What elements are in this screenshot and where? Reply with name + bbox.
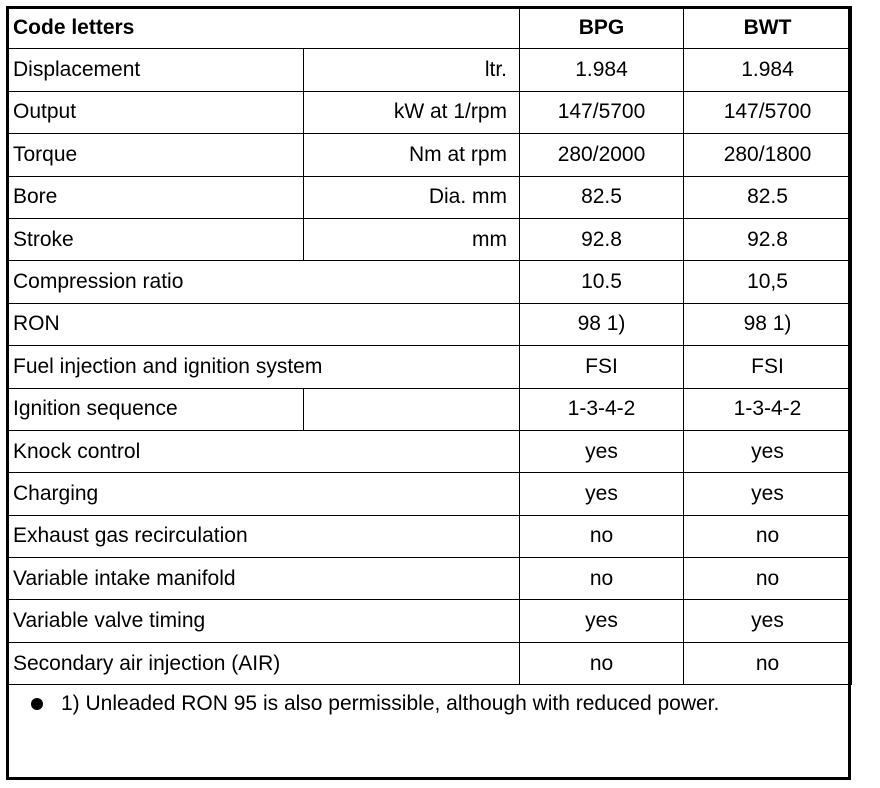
bwt-value: 1.984 — [684, 49, 852, 91]
bpg-value: yes — [520, 473, 684, 515]
bwt-header: BWT — [684, 7, 852, 49]
bwt-value: yes — [684, 473, 852, 515]
bwt-value: no — [684, 515, 852, 557]
bwt-value: 98 1) — [684, 303, 852, 345]
bullet-icon — [31, 698, 43, 710]
table-row — [7, 642, 852, 684]
row-label: Torque — [7, 134, 304, 176]
engine-data-table — [6, 6, 852, 685]
row-unit: Dia. mm — [304, 176, 520, 218]
bpg-value: 1.984 — [520, 49, 684, 91]
row-label: Stroke — [7, 218, 304, 260]
code-letters-header: Code letters — [7, 7, 520, 49]
row-unit: mm — [304, 218, 520, 260]
row-label: Displacement — [7, 49, 304, 91]
bpg-value: no — [520, 558, 684, 600]
table-row — [7, 134, 852, 176]
bwt-value: 1-3-4-2 — [684, 388, 852, 430]
bwt-value: yes — [684, 430, 852, 472]
bwt-value: 82.5 — [684, 176, 852, 218]
row-label: Variable intake manifold — [7, 558, 520, 600]
bwt-value: yes — [684, 600, 852, 642]
table-row — [7, 91, 852, 133]
bpg-value: FSI — [520, 346, 684, 388]
bwt-value: no — [684, 558, 852, 600]
footnote-text: 1) Unleaded RON 95 is also permissible, although with reduced power. — [61, 692, 720, 715]
bpg-value: no — [520, 515, 684, 557]
bwt-value: 92.8 — [684, 218, 852, 260]
row-label: Fuel injection and ignition system — [7, 346, 520, 388]
bwt-value: 10,5 — [684, 261, 852, 303]
row-label: Bore — [7, 176, 304, 218]
row-label: Charging — [7, 473, 520, 515]
table-row — [7, 49, 852, 91]
row-label: Compression ratio — [7, 261, 520, 303]
bpg-value: 98 1) — [520, 303, 684, 345]
table-row — [7, 430, 852, 472]
row-unit: Nm at rpm — [304, 134, 520, 176]
row-unit: kW at 1/rpm — [304, 91, 520, 133]
table-row — [7, 473, 852, 515]
bwt-value: FSI — [684, 346, 852, 388]
table-row — [7, 388, 852, 430]
bpg-value: 10.5 — [520, 261, 684, 303]
bpg-value: yes — [520, 600, 684, 642]
table-row — [7, 346, 852, 388]
row-label: Exhaust gas recirculation — [7, 515, 520, 557]
table-row — [7, 303, 852, 345]
table-row — [7, 515, 852, 557]
bpg-value: 147/5700 — [520, 91, 684, 133]
table-row — [7, 558, 852, 600]
bwt-value: 147/5700 — [684, 91, 852, 133]
bpg-value: 82.5 — [520, 176, 684, 218]
row-label: Ignition sequence — [7, 388, 304, 430]
row-label: Variable valve timing — [7, 600, 520, 642]
bpg-value: 92.8 — [520, 218, 684, 260]
footnote — [9, 684, 848, 724]
row-label: Secondary air injection (AIR) — [7, 642, 520, 684]
row-label: Output — [7, 91, 304, 133]
table-header-row — [7, 7, 852, 49]
table-row — [7, 218, 852, 260]
bpg-value: no — [520, 642, 684, 684]
row-label: RON — [7, 303, 520, 345]
bpg-header: BPG — [520, 7, 684, 49]
table-row — [7, 176, 852, 218]
bpg-value: yes — [520, 430, 684, 472]
table-row — [7, 600, 852, 642]
bpg-value: 280/2000 — [520, 134, 684, 176]
table-row — [7, 261, 852, 303]
bpg-value: 1-3-4-2 — [520, 388, 684, 430]
row-unit: ltr. — [304, 49, 520, 91]
row-label: Knock control — [7, 430, 520, 472]
bwt-value: no — [684, 642, 852, 684]
bwt-value: 280/1800 — [684, 134, 852, 176]
row-unit — [304, 388, 520, 430]
